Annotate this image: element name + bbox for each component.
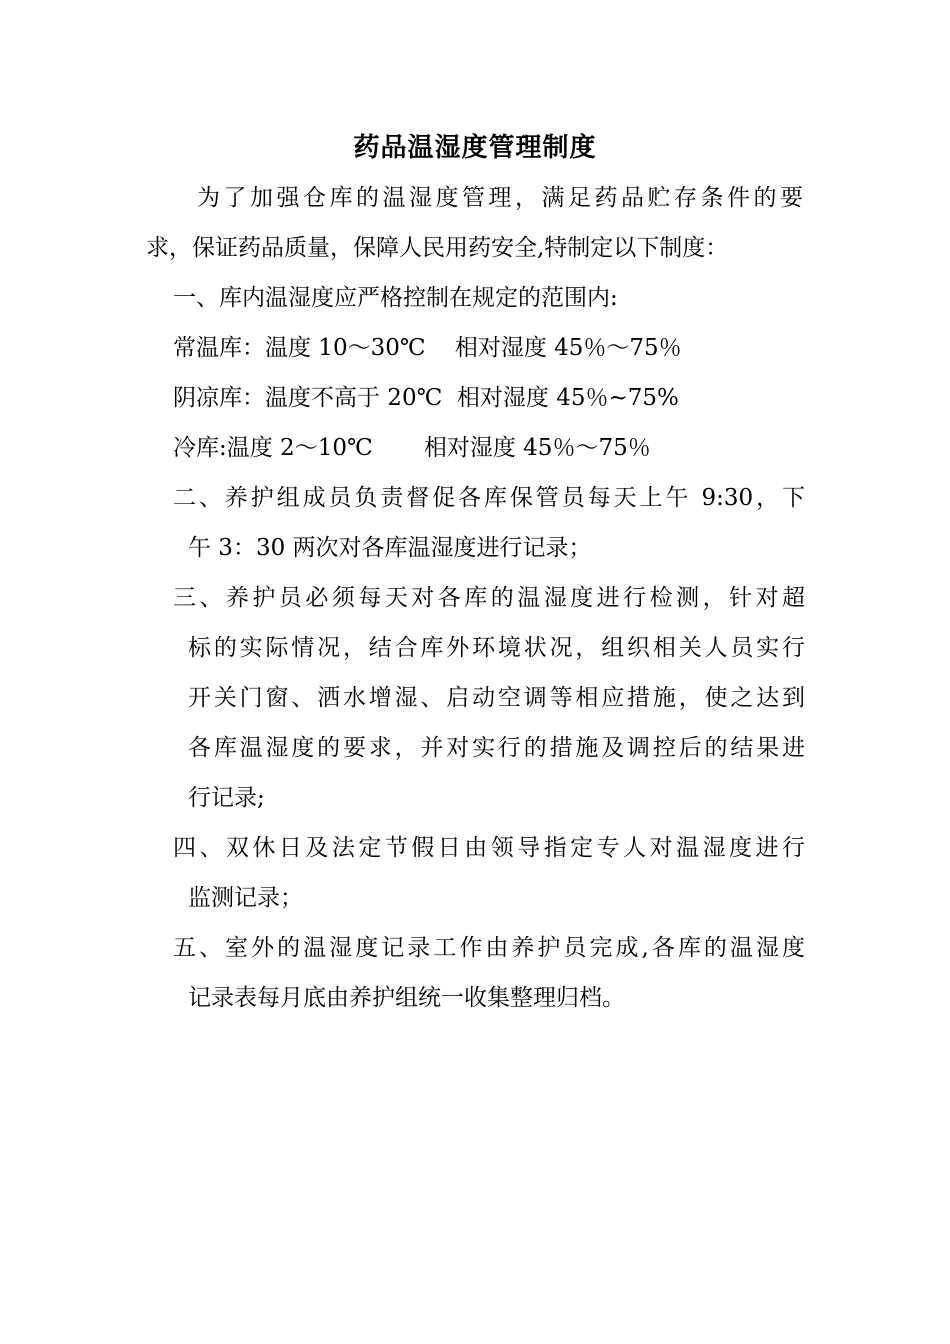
section-2-line-2: 午 3：30 两次对各库温湿度进行记录； bbox=[188, 535, 592, 561]
section-4-line-1: 四、双休日及法定节假日由领导指定专人对温湿度进行 bbox=[173, 835, 805, 861]
section-3-line-1: 三、养护员必须每天对各库的温湿度进行检测，针对超 bbox=[173, 585, 805, 611]
normal-temp-storage-spec: 常温库：温度 10～30℃ 相对湿度 45％～75％ bbox=[173, 335, 682, 361]
section-3-line-5: 行记录; bbox=[188, 785, 265, 811]
section-3-line-3: 开关门窗、洒水增湿、启动空调等相应措施，使之达到 bbox=[188, 685, 805, 711]
cold-storage-spec: 冷库:温度 2～10℃ 相对湿度 45％～75％ bbox=[173, 435, 651, 461]
section-5-line-1: 五、室外的温湿度记录工作由养护员完成,各库的温湿度 bbox=[173, 935, 805, 961]
section-3-line-2: 标的实际情况，结合库外环境状况，组织相关人员实行 bbox=[188, 635, 805, 661]
section-2-line-1: 二、养护组成员负责督促各库保管员每天上午 9:30，下 bbox=[173, 485, 805, 511]
section-3-line-4: 各库温湿度的要求，并对实行的措施及调控后的结果进 bbox=[188, 735, 805, 761]
section-5-line-2: 记录表每月底由养护组统一收集整理归档。 bbox=[188, 985, 625, 1011]
intro-line-2: 求，保证药品质量，保障人民用药安全,特制定以下制度： bbox=[146, 235, 729, 261]
cool-storage-spec: 阴凉库：温度不高于 20℃ 相对湿度 45％~75% bbox=[173, 385, 679, 411]
section-1-heading: 一、库内温湿度应严格控制在规定的范围内: bbox=[173, 285, 618, 311]
intro-line-1: 为了加强仓库的温湿度管理，满足药品贮存条件的要 bbox=[197, 185, 803, 211]
document-title: 药品温湿度管理制度 bbox=[353, 133, 597, 163]
section-4-line-2: 监测记录； bbox=[188, 885, 303, 911]
